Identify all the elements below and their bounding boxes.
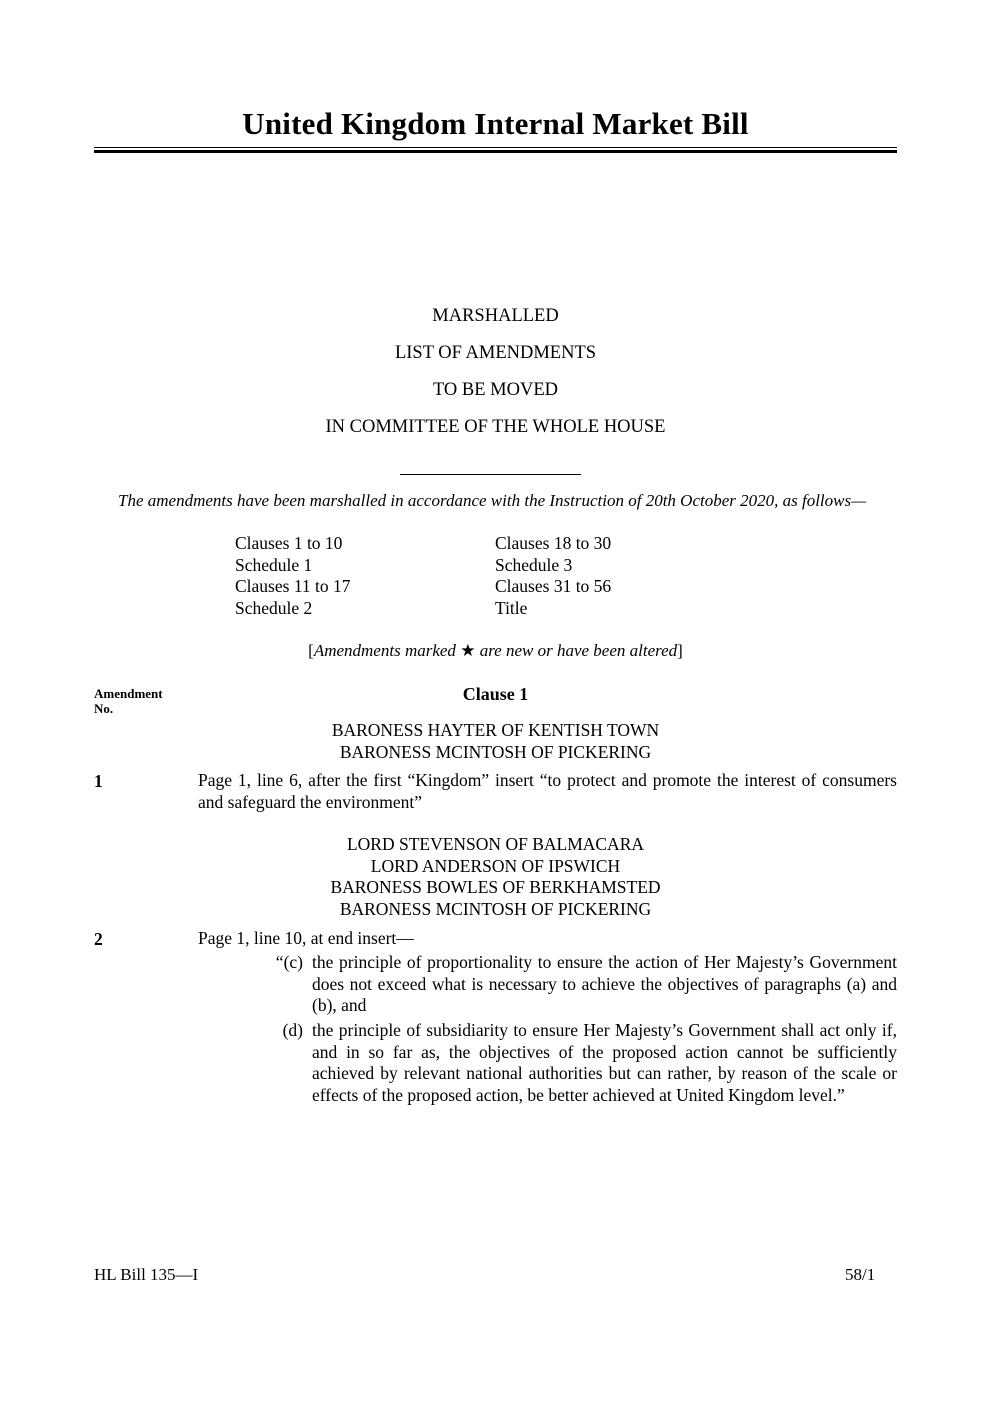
paragraph-d-text: the principle of subsidiarity to ensure Her Majesty’s Government shall act only if, and in so far as, the objectives of the proposed action cannot be sufficiently achieved by relevant national authorities but can rather, by reason of the scale or effects of the proposed action, be better achieved at United Kingdom level.” bbox=[312, 1020, 897, 1105]
star-icon: ★ bbox=[460, 641, 476, 660]
amendment-number: 1 bbox=[94, 771, 103, 791]
amendment-number-column-header: Amendment No. bbox=[94, 686, 163, 716]
order-list-right bbox=[495, 533, 611, 619]
sponsor-name: LORD STEVENSON OF BALMACARA bbox=[346, 834, 645, 854]
sponsor-name: BARONESS MCINTOSH OF PICKERING bbox=[339, 741, 652, 762]
amendment-number: 2 bbox=[94, 929, 103, 949]
paragraph-label-c: “(c) bbox=[275, 952, 303, 972]
title-rule-thick bbox=[94, 150, 897, 153]
order-item: Schedule 1 bbox=[235, 554, 313, 575]
footer-bill-reference: HL Bill 135—I bbox=[94, 1265, 199, 1284]
heading-line-1: MARSHALLED bbox=[432, 306, 559, 326]
section-divider bbox=[400, 474, 581, 475]
sponsor-name: BARONESS HAYTER OF KENTISH TOWN bbox=[331, 720, 660, 740]
sponsor-name: LORD ANDERSON OF IPSWICH bbox=[370, 855, 621, 876]
footer-page-reference: 58/1 bbox=[845, 1265, 876, 1284]
document-title: United Kingdom Internal Market Bill bbox=[242, 106, 749, 141]
clause-heading: Clause 1 bbox=[462, 684, 529, 704]
order-list-left bbox=[235, 533, 351, 619]
amendment-1-sponsors bbox=[94, 720, 897, 763]
order-item: Clauses 11 to 17 bbox=[235, 576, 351, 596]
order-item: Title bbox=[495, 597, 528, 618]
order-item: Clauses 1 to 10 bbox=[235, 533, 343, 553]
paragraph-label-d: (d) bbox=[282, 1020, 303, 1040]
order-item: Clauses 31 to 56 bbox=[495, 576, 612, 596]
amendment-2-text: Page 1, line 10, at end insert— bbox=[198, 928, 414, 948]
sponsor-name: BARONESS BOWLES OF BERKHAMSTED bbox=[330, 877, 661, 897]
amendment-2-sponsors bbox=[94, 834, 897, 920]
sponsor-name: BARONESS MCINTOSH OF PICKERING bbox=[339, 898, 652, 919]
order-item: Schedule 3 bbox=[495, 554, 573, 575]
amendment-1-text: Page 1, line 6, after the first “Kingdom” insert “to protect and promote the interest of consumers and safeguard the environment” bbox=[198, 770, 897, 812]
paragraph-c-text: the principle of proportionality to ensure the action of Her Majesty’s Government does not exceed what is necessary to achieve the objectives of paragraphs (a) and (b), and bbox=[312, 952, 897, 1015]
heading-line-3: TO BE MOVED bbox=[432, 380, 559, 400]
order-item: Schedule 2 bbox=[235, 597, 313, 618]
heading-line-2: LIST OF AMENDMENTS bbox=[394, 343, 597, 363]
heading-line-4: IN COMMITTEE OF THE WHOLE HOUSE bbox=[325, 417, 666, 437]
intro-paragraph: The amendments have been marshalled in accordance with the Instruction of 20th October 2020, as follows— bbox=[118, 491, 867, 510]
title-rule-thin bbox=[94, 147, 897, 148]
order-item: Clauses 18 to 30 bbox=[495, 533, 612, 553]
amendment-note: [Amendments marked ★ are new or have been altered] bbox=[308, 641, 683, 660]
